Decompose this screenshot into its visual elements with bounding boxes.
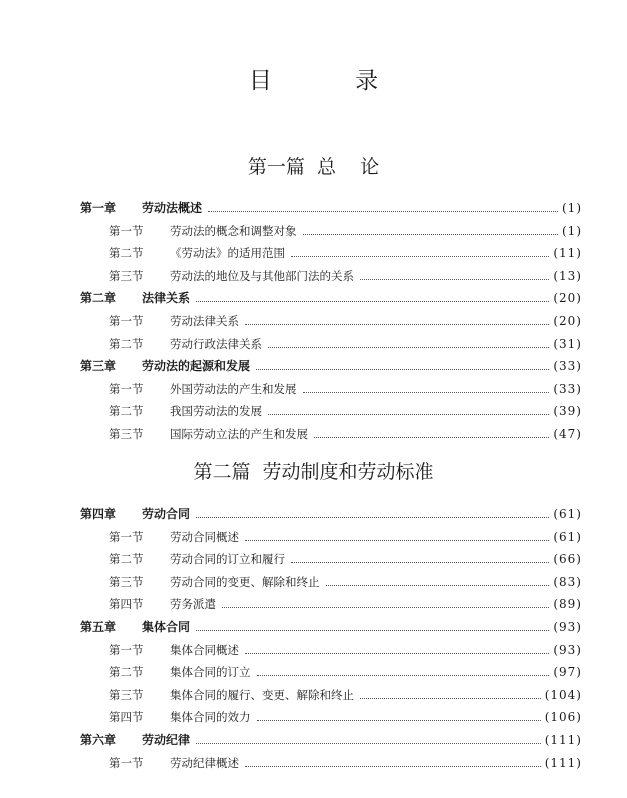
section-number: 第四节 [109, 597, 144, 612]
dot-leader [360, 686, 541, 699]
dot-leader [245, 312, 549, 325]
toc-section-entry [80, 573, 582, 596]
toc-chapter-entry [80, 505, 582, 528]
page-number: (61) [553, 507, 582, 521]
dot-leader [326, 573, 550, 586]
toc-section-entry [80, 663, 582, 686]
page-number: (66) [553, 552, 582, 567]
toc-list-part-2 [80, 505, 582, 776]
section-title: 集体合同的效力 [170, 710, 251, 725]
page-number: (20) [553, 291, 582, 306]
dot-leader [196, 505, 549, 518]
toc-chapter-entry [80, 618, 582, 641]
page-title: 目 录 [248, 68, 417, 94]
section-title: 集体合同概述 [170, 642, 239, 657]
toc-section-entry [80, 267, 582, 290]
section-number: 第二节 [109, 336, 144, 351]
page-number: (104) [544, 687, 582, 702]
section-number: 第一节 [109, 529, 144, 544]
dot-leader [257, 708, 541, 721]
toc-section-entry [80, 402, 582, 425]
page-number: (33) [553, 381, 582, 396]
chapter-title: 劳动法的起源和发展 [142, 359, 251, 374]
chapter-number: 第四章 [80, 507, 117, 521]
toc-chapter-entry [80, 731, 582, 754]
section-number: 第三节 [109, 687, 144, 702]
page-number: (83) [553, 574, 582, 589]
toc-section-entry [80, 335, 582, 358]
toc-chapter-entry [80, 357, 582, 380]
section-number: 第三节 [109, 268, 144, 283]
section-title: 《劳动法》的适用范围 [170, 246, 285, 261]
chapter-number: 第二章 [80, 291, 117, 306]
dot-leader [222, 595, 549, 608]
toc-chapter-entry [80, 199, 582, 222]
dot-leader [245, 528, 549, 541]
section-number: 第二节 [109, 552, 144, 567]
chapter-title: 集体合同 [142, 619, 191, 634]
chapter-number: 第一章 [80, 201, 117, 215]
toc-section-entry [80, 595, 582, 618]
page-number: (39) [553, 404, 582, 419]
dot-leader [314, 425, 549, 438]
section-number: 第二节 [109, 246, 144, 261]
section-number: 第四节 [109, 710, 144, 725]
section-title: 劳动合同的变更、解除和终止 [170, 574, 320, 589]
page-number: (111) [544, 755, 582, 770]
section-number: 第一节 [109, 642, 144, 657]
toc-chapter-entry [80, 289, 582, 312]
dot-leader [245, 754, 541, 767]
dot-leader [196, 618, 549, 631]
section-title: 国际劳动立法的产生和发展 [170, 426, 308, 441]
toc-section-entry [80, 550, 582, 573]
chapter-number: 第六章 [80, 732, 117, 747]
section-title: 劳动合同的订立和履行 [170, 552, 285, 567]
dot-leader [268, 335, 549, 348]
section-title: 劳动合同概述 [170, 529, 239, 544]
section-number: 第一节 [109, 313, 144, 328]
section-title: 劳动行政法律关系 [170, 336, 262, 351]
page-number: (1) [562, 223, 582, 238]
part-title: 第二篇 劳动制度和劳动标准 [193, 461, 434, 483]
page-number: (89) [553, 597, 582, 612]
toc-section-entry [80, 754, 582, 777]
chapter-title: 劳动纪律 [142, 732, 191, 747]
chapter-number: 第五章 [80, 619, 117, 634]
dot-leader [303, 222, 559, 235]
toc-section-entry [80, 686, 582, 709]
dot-leader [196, 289, 549, 302]
dot-leader [245, 641, 549, 654]
section-title: 劳动纪律概述 [170, 755, 239, 770]
page-number: (31) [553, 336, 582, 351]
chapter-title: 法律关系 [142, 291, 191, 306]
dot-leader [360, 267, 549, 280]
part-title: 第一篇 总 论 [247, 156, 380, 178]
toc-section-entry [80, 380, 582, 403]
dot-leader [196, 731, 541, 744]
page-number: (11) [553, 246, 582, 261]
chapter-title: 劳动合同 [142, 507, 191, 521]
dot-leader [208, 199, 558, 212]
section-title: 集体合同的履行、变更、解除和终止 [170, 687, 354, 702]
section-title: 劳动法的地位及与其他部门法的关系 [170, 268, 354, 283]
toc-section-entry [80, 425, 582, 448]
section-title: 外国劳动法的产生和发展 [170, 381, 297, 396]
section-number: 第二节 [109, 404, 144, 419]
section-number: 第三节 [109, 574, 144, 589]
chapter-title: 劳动法概述 [142, 201, 203, 215]
section-title: 劳动法的概念和调整对象 [170, 223, 297, 238]
section-title: 劳务派遣 [170, 597, 216, 612]
page-number: (97) [553, 665, 582, 680]
toc-section-entry [80, 244, 582, 267]
toc-list-part-1 [80, 199, 582, 448]
toc-section-entry [80, 641, 582, 664]
page-number: (61) [553, 529, 582, 544]
page-number: (93) [553, 642, 582, 657]
section-title: 我国劳动法的发展 [170, 404, 262, 419]
dot-leader [257, 663, 550, 676]
page-number: (106) [544, 710, 582, 725]
dot-leader [291, 244, 549, 257]
section-title: 劳动法律关系 [170, 313, 239, 328]
page-number: (13) [553, 268, 582, 283]
dot-leader [303, 380, 550, 393]
chapter-number: 第三章 [80, 359, 117, 374]
toc-section-entry [80, 528, 582, 551]
section-number: 第二节 [109, 665, 144, 680]
toc-section-entry [80, 222, 582, 245]
toc-section-entry [80, 312, 582, 335]
page-number: (47) [553, 426, 582, 441]
page-number: (33) [553, 359, 582, 374]
dot-leader [291, 550, 549, 563]
page-number: (93) [553, 619, 582, 634]
page-number: (111) [544, 732, 582, 747]
dot-leader [268, 402, 549, 415]
dot-leader [256, 357, 549, 370]
toc-section-entry [80, 708, 582, 731]
page-number: (1) [562, 201, 582, 215]
section-number: 第一节 [109, 223, 144, 238]
section-number: 第一节 [109, 381, 144, 396]
section-number: 第三节 [109, 426, 144, 441]
section-title: 集体合同的订立 [170, 665, 251, 680]
page-number: (20) [553, 313, 582, 328]
section-number: 第一节 [109, 755, 144, 770]
